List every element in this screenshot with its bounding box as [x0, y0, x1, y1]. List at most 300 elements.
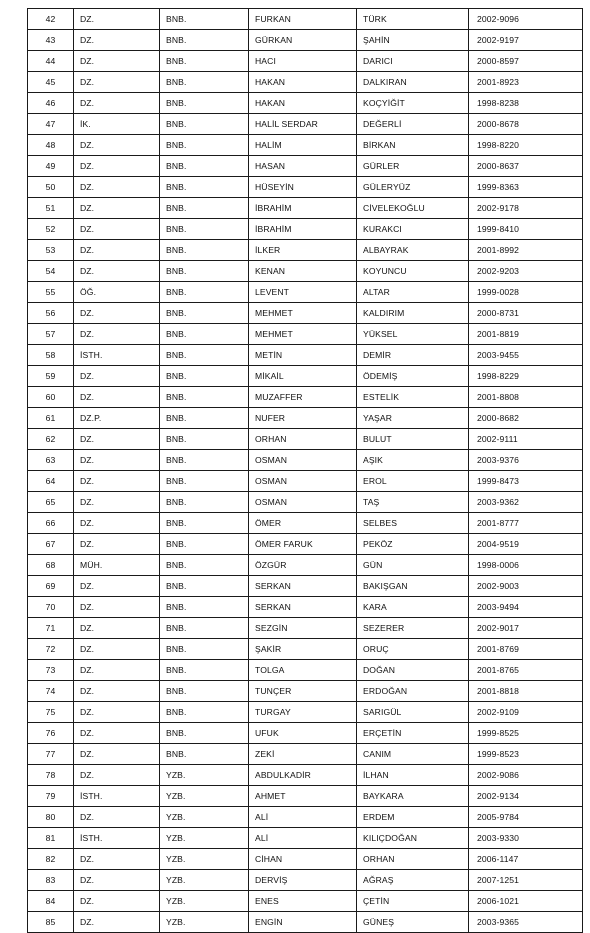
last-name-cell: SARIGÜL: [357, 702, 469, 723]
class-cell: DZ.: [74, 891, 160, 912]
table-row: [28, 849, 583, 870]
class-cell: DZ.: [74, 429, 160, 450]
first-name-cell: ÖZGÜR: [249, 555, 357, 576]
registry-number-cell: 2006-1147: [469, 849, 583, 870]
last-name-cell: GÜNEŞ: [357, 912, 469, 933]
rank-cell: BNB.: [160, 513, 249, 534]
last-name-cell: KARA: [357, 597, 469, 618]
last-name-cell: YÜKSEL: [357, 324, 469, 345]
table-row: [28, 912, 583, 933]
row-number-cell: 55: [28, 282, 74, 303]
table-row: [28, 9, 583, 30]
registry-number-cell: 2001-8819: [469, 324, 583, 345]
registry-number-cell: 2002-9134: [469, 786, 583, 807]
rank-cell: YZB.: [160, 849, 249, 870]
registry-number-cell: 1998-8229: [469, 366, 583, 387]
row-number-cell: 59: [28, 366, 74, 387]
registry-number-cell: 2005-9784: [469, 807, 583, 828]
class-cell: MÜH.: [74, 555, 160, 576]
rank-cell: BNB.: [160, 660, 249, 681]
table-row: [28, 72, 583, 93]
class-cell: DZ.: [74, 534, 160, 555]
row-number-cell: 81: [28, 828, 74, 849]
table-row: [28, 51, 583, 72]
rank-cell: BNB.: [160, 93, 249, 114]
first-name-cell: ENGİN: [249, 912, 357, 933]
row-number-cell: 51: [28, 198, 74, 219]
last-name-cell: SELBES: [357, 513, 469, 534]
row-number-cell: 65: [28, 492, 74, 513]
row-number-cell: 80: [28, 807, 74, 828]
table-row: [28, 429, 583, 450]
registry-number-cell: 1998-0006: [469, 555, 583, 576]
rank-cell: BNB.: [160, 576, 249, 597]
rank-cell: BNB.: [160, 744, 249, 765]
class-cell: DZ.: [74, 723, 160, 744]
class-cell: DZ.P.: [74, 408, 160, 429]
table-row: [28, 261, 583, 282]
first-name-cell: ÖMER: [249, 513, 357, 534]
first-name-cell: KENAN: [249, 261, 357, 282]
last-name-cell: EROL: [357, 471, 469, 492]
table-row: [28, 30, 583, 51]
last-name-cell: KOÇYİĞİT: [357, 93, 469, 114]
class-cell: DZ.: [74, 366, 160, 387]
row-number-cell: 44: [28, 51, 74, 72]
first-name-cell: LEVENT: [249, 282, 357, 303]
rank-cell: BNB.: [160, 492, 249, 513]
registry-number-cell: 2007-1251: [469, 870, 583, 891]
row-number-cell: 75: [28, 702, 74, 723]
registry-number-cell: 2002-9178: [469, 198, 583, 219]
table-row: [28, 135, 583, 156]
class-cell: DZ.: [74, 387, 160, 408]
last-name-cell: BAKIŞGAN: [357, 576, 469, 597]
rank-cell: BNB.: [160, 282, 249, 303]
table-row: [28, 765, 583, 786]
class-cell: DZ.: [74, 51, 160, 72]
first-name-cell: MUZAFFER: [249, 387, 357, 408]
table-row: [28, 744, 583, 765]
row-number-cell: 54: [28, 261, 74, 282]
class-cell: DZ.: [74, 303, 160, 324]
first-name-cell: OSMAN: [249, 450, 357, 471]
rank-cell: BNB.: [160, 324, 249, 345]
row-number-cell: 70: [28, 597, 74, 618]
row-number-cell: 82: [28, 849, 74, 870]
row-number-cell: 47: [28, 114, 74, 135]
class-cell: İK.: [74, 114, 160, 135]
rank-cell: BNB.: [160, 471, 249, 492]
class-cell: DZ.: [74, 240, 160, 261]
table-row: [28, 303, 583, 324]
rank-cell: BNB.: [160, 345, 249, 366]
registry-number-cell: 2000-8637: [469, 156, 583, 177]
rank-cell: BNB.: [160, 240, 249, 261]
rank-cell: BNB.: [160, 135, 249, 156]
rank-cell: YZB.: [160, 786, 249, 807]
first-name-cell: ALİ: [249, 828, 357, 849]
class-cell: DZ.: [74, 576, 160, 597]
class-cell: DZ.: [74, 156, 160, 177]
first-name-cell: MEHMET: [249, 324, 357, 345]
class-cell: DZ.: [74, 765, 160, 786]
class-cell: DZ.: [74, 660, 160, 681]
registry-number-cell: 1999-8523: [469, 744, 583, 765]
table-row: [28, 492, 583, 513]
registry-number-cell: 2001-8769: [469, 639, 583, 660]
table-row: [28, 891, 583, 912]
first-name-cell: ENES: [249, 891, 357, 912]
last-name-cell: ERDOĞAN: [357, 681, 469, 702]
first-name-cell: İBRAHİM: [249, 198, 357, 219]
first-name-cell: ABDULKADİR: [249, 765, 357, 786]
registry-number-cell: 2001-8923: [469, 72, 583, 93]
first-name-cell: SERKAN: [249, 576, 357, 597]
table-row: [28, 450, 583, 471]
class-cell: DZ.: [74, 492, 160, 513]
rank-cell: BNB.: [160, 681, 249, 702]
registry-number-cell: 2001-8992: [469, 240, 583, 261]
last-name-cell: CANIM: [357, 744, 469, 765]
registry-number-cell: 2003-9494: [469, 597, 583, 618]
last-name-cell: YAŞAR: [357, 408, 469, 429]
class-cell: DZ.: [74, 681, 160, 702]
table-row: [28, 198, 583, 219]
rank-cell: BNB.: [160, 156, 249, 177]
table-row: [28, 114, 583, 135]
class-cell: DZ.: [74, 513, 160, 534]
registry-number-cell: 2001-8818: [469, 681, 583, 702]
registry-number-cell: 2002-9017: [469, 618, 583, 639]
table-row: [28, 408, 583, 429]
registry-number-cell: 1998-8220: [469, 135, 583, 156]
registry-number-cell: 2002-9096: [469, 9, 583, 30]
class-cell: İSTH.: [74, 345, 160, 366]
class-cell: DZ.: [74, 807, 160, 828]
class-cell: DZ.: [74, 9, 160, 30]
row-number-cell: 68: [28, 555, 74, 576]
rank-cell: BNB.: [160, 639, 249, 660]
row-number-cell: 63: [28, 450, 74, 471]
table-row: [28, 618, 583, 639]
row-number-cell: 48: [28, 135, 74, 156]
class-cell: İSTH.: [74, 786, 160, 807]
first-name-cell: ORHAN: [249, 429, 357, 450]
table-row: [28, 240, 583, 261]
class-cell: DZ.: [74, 639, 160, 660]
last-name-cell: GÜLERYÜZ: [357, 177, 469, 198]
first-name-cell: CİHAN: [249, 849, 357, 870]
table-body: [28, 9, 583, 933]
last-name-cell: BİRKAN: [357, 135, 469, 156]
last-name-cell: BAYKARA: [357, 786, 469, 807]
last-name-cell: DEMİR: [357, 345, 469, 366]
last-name-cell: GÜN: [357, 555, 469, 576]
row-number-cell: 46: [28, 93, 74, 114]
registry-number-cell: 2000-8682: [469, 408, 583, 429]
last-name-cell: KURAKCI: [357, 219, 469, 240]
table-row: [28, 576, 583, 597]
rank-cell: BNB.: [160, 261, 249, 282]
class-cell: DZ.: [74, 72, 160, 93]
rank-cell: BNB.: [160, 303, 249, 324]
registry-number-cell: 2004-9519: [469, 534, 583, 555]
row-number-cell: 45: [28, 72, 74, 93]
class-cell: DZ.: [74, 198, 160, 219]
first-name-cell: İBRAHİM: [249, 219, 357, 240]
table-row: [28, 786, 583, 807]
registry-number-cell: 2002-9111: [469, 429, 583, 450]
first-name-cell: ÖMER FARUK: [249, 534, 357, 555]
table-row: [28, 807, 583, 828]
rank-cell: BNB.: [160, 429, 249, 450]
first-name-cell: FURKAN: [249, 9, 357, 30]
first-name-cell: METİN: [249, 345, 357, 366]
last-name-cell: ERÇETİN: [357, 723, 469, 744]
table-row: [28, 345, 583, 366]
rank-cell: YZB.: [160, 765, 249, 786]
last-name-cell: ALBAYRAK: [357, 240, 469, 261]
first-name-cell: UFUK: [249, 723, 357, 744]
first-name-cell: HALİL SERDAR: [249, 114, 357, 135]
first-name-cell: TUNÇER: [249, 681, 357, 702]
first-name-cell: GÜRKAN: [249, 30, 357, 51]
last-name-cell: KOYUNCU: [357, 261, 469, 282]
first-name-cell: TOLGA: [249, 660, 357, 681]
row-number-cell: 57: [28, 324, 74, 345]
class-cell: DZ.: [74, 177, 160, 198]
registry-number-cell: 2002-9197: [469, 30, 583, 51]
first-name-cell: HASAN: [249, 156, 357, 177]
class-cell: DZ.: [74, 450, 160, 471]
first-name-cell: HÜSEYİN: [249, 177, 357, 198]
first-name-cell: HAKAN: [249, 72, 357, 93]
last-name-cell: DOĞAN: [357, 660, 469, 681]
row-number-cell: 58: [28, 345, 74, 366]
registry-number-cell: 2002-9003: [469, 576, 583, 597]
last-name-cell: KILIÇDOĞAN: [357, 828, 469, 849]
first-name-cell: HAKAN: [249, 93, 357, 114]
last-name-cell: DARICI: [357, 51, 469, 72]
class-cell: DZ.: [74, 618, 160, 639]
first-name-cell: MEHMET: [249, 303, 357, 324]
rank-cell: YZB.: [160, 828, 249, 849]
row-number-cell: 49: [28, 156, 74, 177]
registry-number-cell: 2000-8731: [469, 303, 583, 324]
rank-cell: BNB.: [160, 702, 249, 723]
rank-cell: BNB.: [160, 450, 249, 471]
row-number-cell: 79: [28, 786, 74, 807]
rank-cell: YZB.: [160, 891, 249, 912]
rank-cell: BNB.: [160, 9, 249, 30]
row-number-cell: 84: [28, 891, 74, 912]
last-name-cell: CİVELEKOĞLU: [357, 198, 469, 219]
rank-cell: BNB.: [160, 387, 249, 408]
table-row: [28, 681, 583, 702]
table-row: [28, 471, 583, 492]
rank-cell: BNB.: [160, 198, 249, 219]
table-row: [28, 702, 583, 723]
last-name-cell: DALKIRAN: [357, 72, 469, 93]
row-number-cell: 83: [28, 870, 74, 891]
last-name-cell: AŞIK: [357, 450, 469, 471]
registry-number-cell: 2003-9455: [469, 345, 583, 366]
first-name-cell: MİKAİL: [249, 366, 357, 387]
table-row: [28, 93, 583, 114]
table-row: [28, 219, 583, 240]
row-number-cell: 73: [28, 660, 74, 681]
rank-cell: BNB.: [160, 177, 249, 198]
registry-number-cell: 1998-8238: [469, 93, 583, 114]
row-number-cell: 60: [28, 387, 74, 408]
table-row: [28, 324, 583, 345]
row-number-cell: 72: [28, 639, 74, 660]
last-name-cell: İLHAN: [357, 765, 469, 786]
last-name-cell: ORUÇ: [357, 639, 469, 660]
row-number-cell: 43: [28, 30, 74, 51]
row-number-cell: 52: [28, 219, 74, 240]
class-cell: DZ.: [74, 702, 160, 723]
table-row: [28, 513, 583, 534]
table-row: [28, 828, 583, 849]
class-cell: İSTH.: [74, 828, 160, 849]
table-row: [28, 723, 583, 744]
registry-number-cell: 1999-8473: [469, 471, 583, 492]
registry-number-cell: 2003-9362: [469, 492, 583, 513]
row-number-cell: 69: [28, 576, 74, 597]
row-number-cell: 61: [28, 408, 74, 429]
table-row: [28, 387, 583, 408]
table-row: [28, 156, 583, 177]
last-name-cell: TÜRK: [357, 9, 469, 30]
first-name-cell: HACI: [249, 51, 357, 72]
rank-cell: BNB.: [160, 219, 249, 240]
first-name-cell: OSMAN: [249, 471, 357, 492]
rank-cell: BNB.: [160, 555, 249, 576]
first-name-cell: İLKER: [249, 240, 357, 261]
class-cell: ÖĞ.: [74, 282, 160, 303]
rank-cell: YZB.: [160, 807, 249, 828]
last-name-cell: ESTELİK: [357, 387, 469, 408]
registry-number-cell: 2001-8777: [469, 513, 583, 534]
last-name-cell: KALDIRIM: [357, 303, 469, 324]
registry-number-cell: 1999-8363: [469, 177, 583, 198]
row-number-cell: 42: [28, 9, 74, 30]
last-name-cell: TAŞ: [357, 492, 469, 513]
table-row: [28, 639, 583, 660]
last-name-cell: BULUT: [357, 429, 469, 450]
rank-cell: BNB.: [160, 114, 249, 135]
rank-cell: BNB.: [160, 618, 249, 639]
last-name-cell: DEĞERLİ: [357, 114, 469, 135]
rank-cell: YZB.: [160, 912, 249, 933]
rank-cell: BNB.: [160, 72, 249, 93]
row-number-cell: 74: [28, 681, 74, 702]
row-number-cell: 67: [28, 534, 74, 555]
table-row: [28, 660, 583, 681]
first-name-cell: SEZGİN: [249, 618, 357, 639]
registry-number-cell: 1999-8410: [469, 219, 583, 240]
table-row: [28, 870, 583, 891]
registry-number-cell: 2002-9203: [469, 261, 583, 282]
row-number-cell: 77: [28, 744, 74, 765]
class-cell: DZ.: [74, 471, 160, 492]
registry-number-cell: 2006-1021: [469, 891, 583, 912]
table-row: [28, 597, 583, 618]
rank-cell: BNB.: [160, 534, 249, 555]
class-cell: DZ.: [74, 744, 160, 765]
class-cell: DZ.: [74, 324, 160, 345]
class-cell: DZ.: [74, 849, 160, 870]
class-cell: DZ.: [74, 30, 160, 51]
row-number-cell: 62: [28, 429, 74, 450]
last-name-cell: GÜRLER: [357, 156, 469, 177]
table-row: [28, 282, 583, 303]
row-number-cell: 71: [28, 618, 74, 639]
rank-cell: BNB.: [160, 30, 249, 51]
first-name-cell: TURGAY: [249, 702, 357, 723]
rank-cell: BNB.: [160, 597, 249, 618]
class-cell: DZ.: [74, 135, 160, 156]
last-name-cell: ÇETİN: [357, 891, 469, 912]
registry-number-cell: 2000-8678: [469, 114, 583, 135]
first-name-cell: ZEKİ: [249, 744, 357, 765]
registry-number-cell: 2000-8597: [469, 51, 583, 72]
table-row: [28, 177, 583, 198]
row-number-cell: 76: [28, 723, 74, 744]
first-name-cell: ŞAKİR: [249, 639, 357, 660]
registry-number-cell: 2003-9376: [469, 450, 583, 471]
personnel-table: [27, 8, 583, 933]
registry-number-cell: 2001-8808: [469, 387, 583, 408]
first-name-cell: NUFER: [249, 408, 357, 429]
row-number-cell: 64: [28, 471, 74, 492]
last-name-cell: ERDEM: [357, 807, 469, 828]
class-cell: DZ.: [74, 261, 160, 282]
rank-cell: BNB.: [160, 51, 249, 72]
first-name-cell: DERVİŞ: [249, 870, 357, 891]
first-name-cell: SERKAN: [249, 597, 357, 618]
class-cell: DZ.: [74, 870, 160, 891]
first-name-cell: HALİM: [249, 135, 357, 156]
class-cell: DZ.: [74, 912, 160, 933]
registry-number-cell: 2002-9109: [469, 702, 583, 723]
table-row: [28, 366, 583, 387]
first-name-cell: AHMET: [249, 786, 357, 807]
row-number-cell: 56: [28, 303, 74, 324]
row-number-cell: 78: [28, 765, 74, 786]
registry-number-cell: 1999-0028: [469, 282, 583, 303]
row-number-cell: 50: [28, 177, 74, 198]
last-name-cell: ORHAN: [357, 849, 469, 870]
registry-number-cell: 2003-9365: [469, 912, 583, 933]
rank-cell: BNB.: [160, 408, 249, 429]
last-name-cell: ŞAHİN: [357, 30, 469, 51]
first-name-cell: ALİ: [249, 807, 357, 828]
class-cell: DZ.: [74, 93, 160, 114]
rank-cell: BNB.: [160, 366, 249, 387]
row-number-cell: 53: [28, 240, 74, 261]
row-number-cell: 66: [28, 513, 74, 534]
class-cell: DZ.: [74, 597, 160, 618]
last-name-cell: ALTAR: [357, 282, 469, 303]
rank-cell: BNB.: [160, 723, 249, 744]
row-number-cell: 85: [28, 912, 74, 933]
last-name-cell: PEKÖZ: [357, 534, 469, 555]
table-row: [28, 555, 583, 576]
registry-number-cell: 2002-9086: [469, 765, 583, 786]
